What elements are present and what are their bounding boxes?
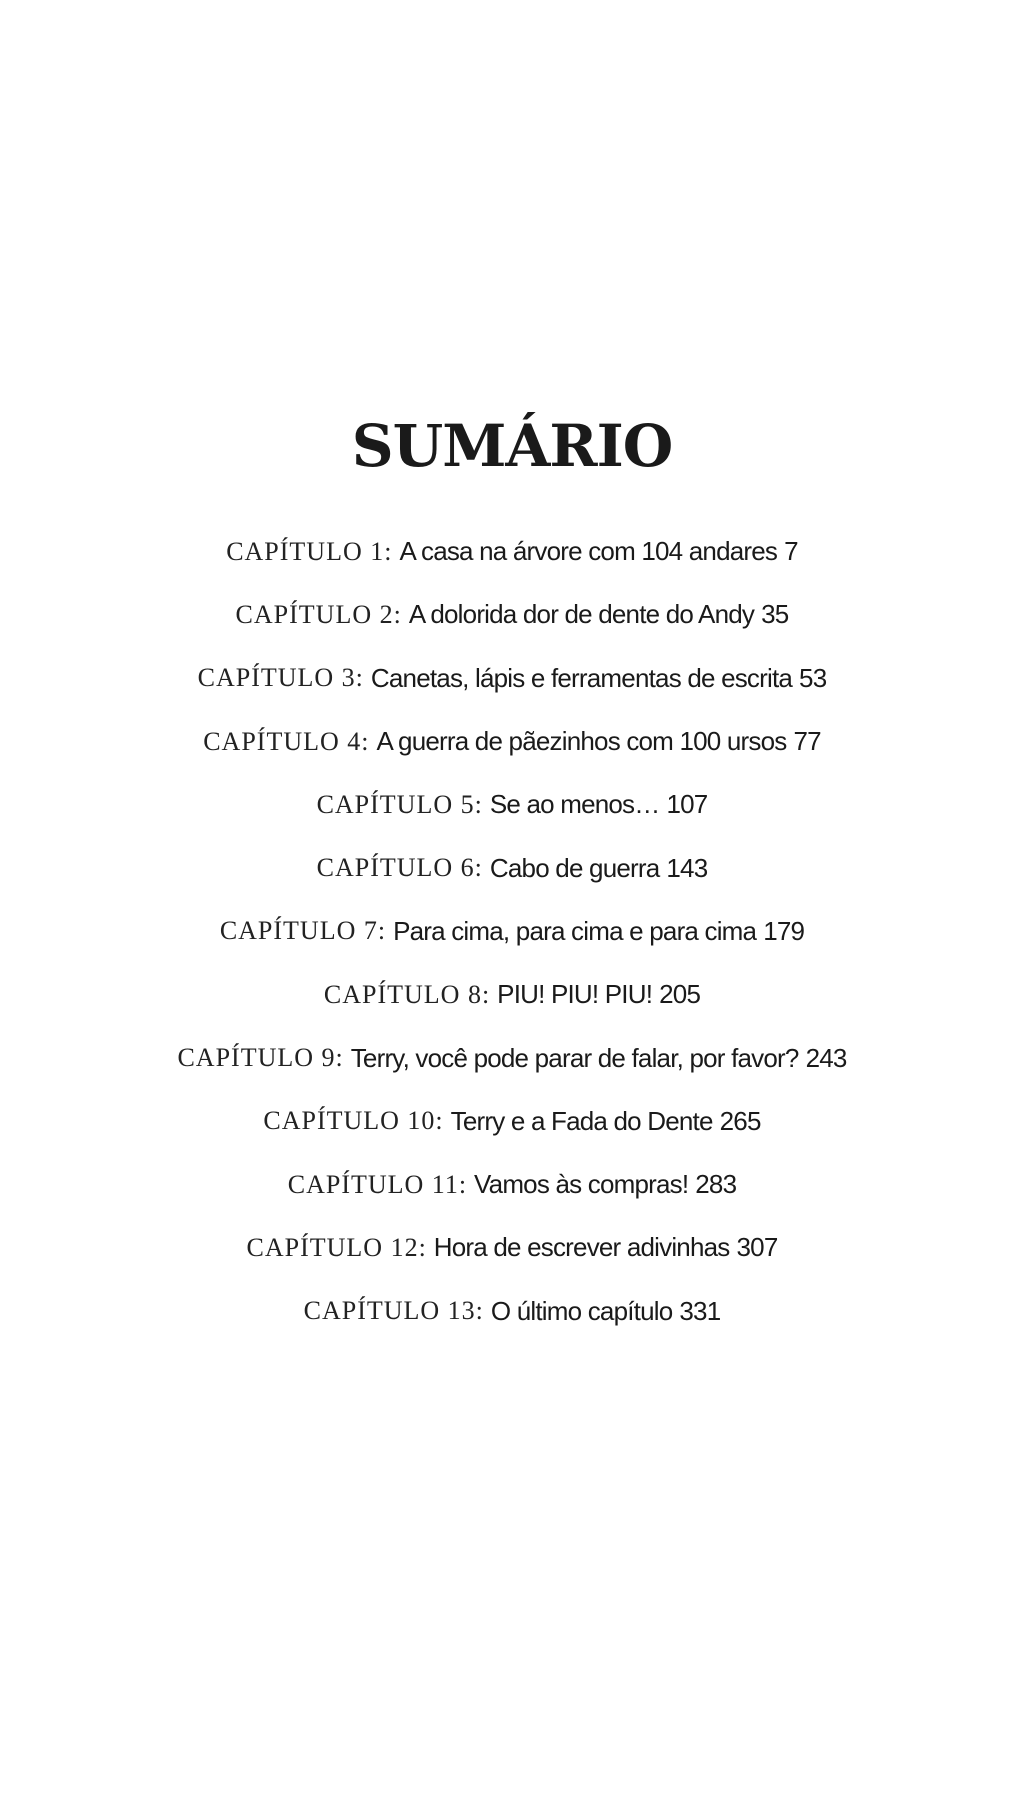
chapter-title: A guerra de pãezinhos com 100 ursos (376, 726, 787, 757)
toc-entry-13[interactable] (0, 1280, 1024, 1343)
chapter-title: Terry, você pode parar de falar, por favor? (350, 1042, 799, 1073)
toc-entry-12[interactable] (0, 1216, 1024, 1279)
chapter-page-number: 283 (695, 1169, 737, 1200)
table-of-contents (0, 520, 1024, 1343)
chapter-label: CAPÍTULO 11: (287, 1169, 468, 1199)
chapter-title: Se ao menos… (489, 789, 660, 820)
page-title: SUMÁRIO (351, 411, 673, 480)
chapter-label: CAPÍTULO 6: (316, 853, 483, 883)
chapter-page-number: 179 (763, 915, 805, 946)
chapter-label: CAPÍTULO 1: (226, 536, 393, 566)
chapter-label: CAPÍTULO 12: (246, 1232, 427, 1262)
toc-entry-10[interactable] (0, 1090, 1024, 1153)
toc-entry-1[interactable] (0, 520, 1024, 583)
chapter-label: CAPÍTULO 4: (203, 726, 370, 756)
chapter-title: O último capítulo (490, 1295, 673, 1326)
chapter-label: CAPÍTULO 8: (323, 979, 491, 1009)
chapter-title: Canetas, lápis e ferramentas de escrita (370, 662, 793, 693)
chapter-page-number: 53 (799, 662, 827, 693)
toc-entry-6[interactable] (0, 836, 1024, 899)
chapter-label: CAPÍTULO 5: (316, 789, 483, 819)
chapter-page-number: 307 (736, 1232, 778, 1263)
chapter-page-number: 331 (679, 1295, 721, 1326)
chapter-page-number: 77 (793, 726, 821, 757)
chapter-page-number: 7 (784, 536, 798, 567)
chapter-title: Vamos às compras! (474, 1169, 689, 1200)
toc-entry-11[interactable] (0, 1153, 1024, 1216)
chapter-label: CAPÍTULO 9: (177, 1043, 344, 1073)
toc-entry-7[interactable] (0, 900, 1024, 963)
chapter-title: Para cima, para cima e para cima (393, 915, 757, 946)
chapter-page-number: 35 (761, 599, 789, 630)
toc-entry-4[interactable] (0, 710, 1024, 773)
chapter-page-number: 143 (666, 852, 708, 883)
chapter-page-number: 243 (805, 1042, 847, 1073)
chapter-page-number: 205 (659, 979, 701, 1010)
chapter-title: PIU! PIU! PIU! (497, 979, 653, 1010)
chapter-label: CAPÍTULO 10: (263, 1106, 444, 1136)
chapter-title: A dolorida dor de dente do Andy (408, 599, 755, 630)
toc-entry-2[interactable] (0, 583, 1024, 646)
chapter-label: CAPÍTULO 7: (219, 916, 387, 946)
toc-entry-3[interactable] (0, 647, 1024, 710)
toc-entry-9[interactable] (0, 1026, 1024, 1089)
chapter-page-number: 107 (666, 789, 708, 820)
chapter-label: CAPÍTULO 3: (197, 663, 364, 693)
toc-entry-8[interactable] (0, 963, 1024, 1026)
toc-entry-5[interactable] (0, 773, 1024, 836)
chapter-title: A casa na árvore com 104 andares (399, 536, 778, 567)
chapter-title: Hora de escrever adivinhas (433, 1232, 730, 1263)
chapter-label: CAPÍTULO 2: (235, 599, 402, 629)
chapter-title: Cabo de guerra (489, 852, 660, 883)
chapter-title: Terry e a Fada do Dente (450, 1105, 713, 1136)
chapter-page-number: 265 (719, 1105, 761, 1136)
chapter-label: CAPÍTULO 13: (303, 1296, 484, 1326)
